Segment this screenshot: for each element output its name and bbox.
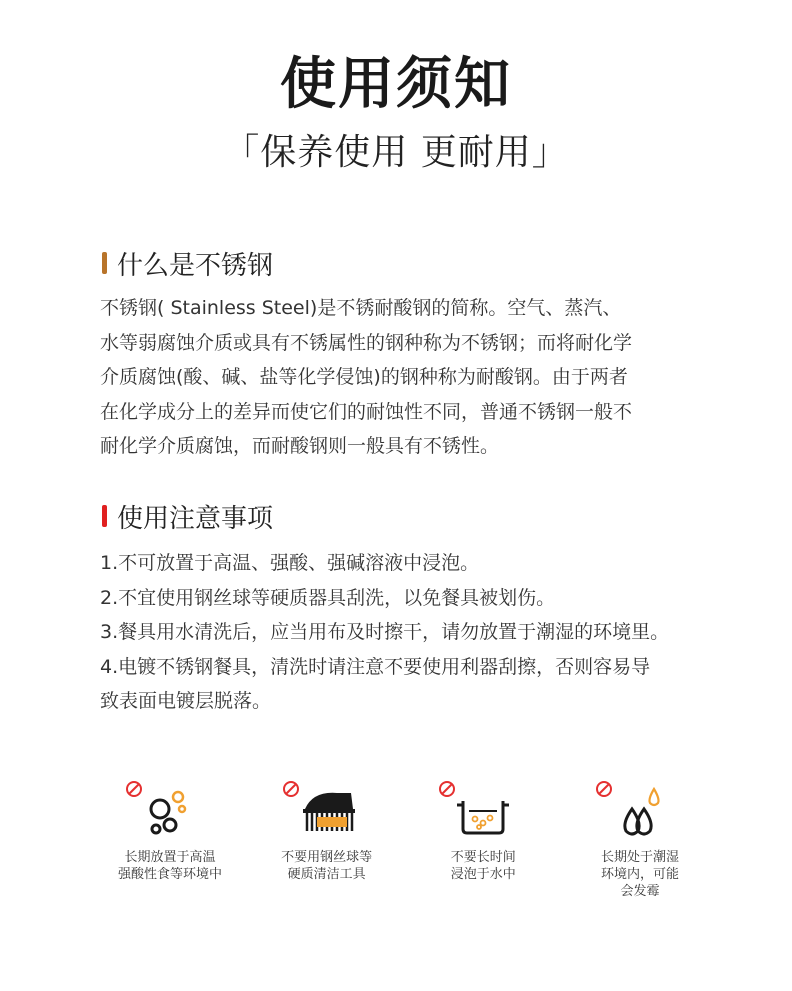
prohibit-icon [284, 782, 298, 796]
warning-caption: 不要用钢丝球等 硬质清洁工具 [281, 850, 373, 882]
warning-card [95, 775, 245, 915]
section-heading-label: 什么是不锈钢 [117, 250, 274, 281]
section-marker [102, 252, 107, 274]
list-item: 3.餐具用水清洗后，应当用布及时擦干，请勿放置于潮湿的环境里。 [100, 621, 670, 643]
page-subtitle: 「保养使用 更耐用」 [223, 132, 569, 173]
warning-icons-row [95, 775, 715, 915]
warning-caption: 长期放置于高温 强酸性食等环境中 [117, 850, 222, 882]
paragraph-line: 水等弱腐蚀介质或具有不锈属性的钢种称为不锈钢；而将耐化学 [100, 331, 633, 354]
warning-card [408, 775, 558, 915]
paragraph-line: 不锈钢( Stainless Steel)是不锈耐酸钢的简称。空气、蒸汽、 [100, 297, 622, 319]
list-item: 1.不可放置于高温、强酸、强碱溶液中浸泡。 [100, 552, 480, 574]
paragraph-line: 在化学成分上的差异而使它们的耐蚀性不同，普通不锈钢一般不 [100, 400, 633, 423]
warning-caption: 长期处于潮湿 环境内，可能 会发霉 [600, 850, 679, 899]
list-item: 致表面电镀层脱落。 [100, 690, 272, 712]
section-marker [102, 505, 107, 527]
brush-icon [277, 775, 377, 845]
usage-notes-list [100, 546, 740, 719]
page-title: 使用须知 [280, 52, 512, 117]
list-item: 2.不宜使用钢丝球等硬质器具刮洗，以免餐具被划伤。 [100, 586, 556, 609]
droplets-icon [590, 775, 690, 845]
section-heading-usage-notes [102, 496, 273, 536]
warning-card [252, 775, 402, 915]
paragraph-line: 耐化学介质腐蚀，而耐酸钢则一般具有不锈性。 [100, 435, 500, 457]
prohibit-icon [127, 782, 141, 796]
bubbles-icon [120, 775, 220, 845]
section-heading-label: 使用注意事项 [117, 503, 274, 534]
warning-caption: 不要长时间 浸泡于水中 [450, 850, 516, 882]
warning-card [565, 775, 715, 915]
stainless-description [100, 291, 720, 464]
paragraph-line: 介质腐蚀(酸、碱、盐等化学侵蚀)的钢种称为耐酸钢。由于两者 [100, 366, 628, 388]
section-heading-what-is-stainless [102, 243, 273, 283]
pot-icon [433, 775, 533, 845]
prohibit-icon [440, 782, 454, 796]
list-item: 4.电镀不锈钢餐具，清洗时请注意不要使用利器刮擦，否则容易导 [100, 655, 651, 678]
prohibit-icon [597, 782, 611, 796]
